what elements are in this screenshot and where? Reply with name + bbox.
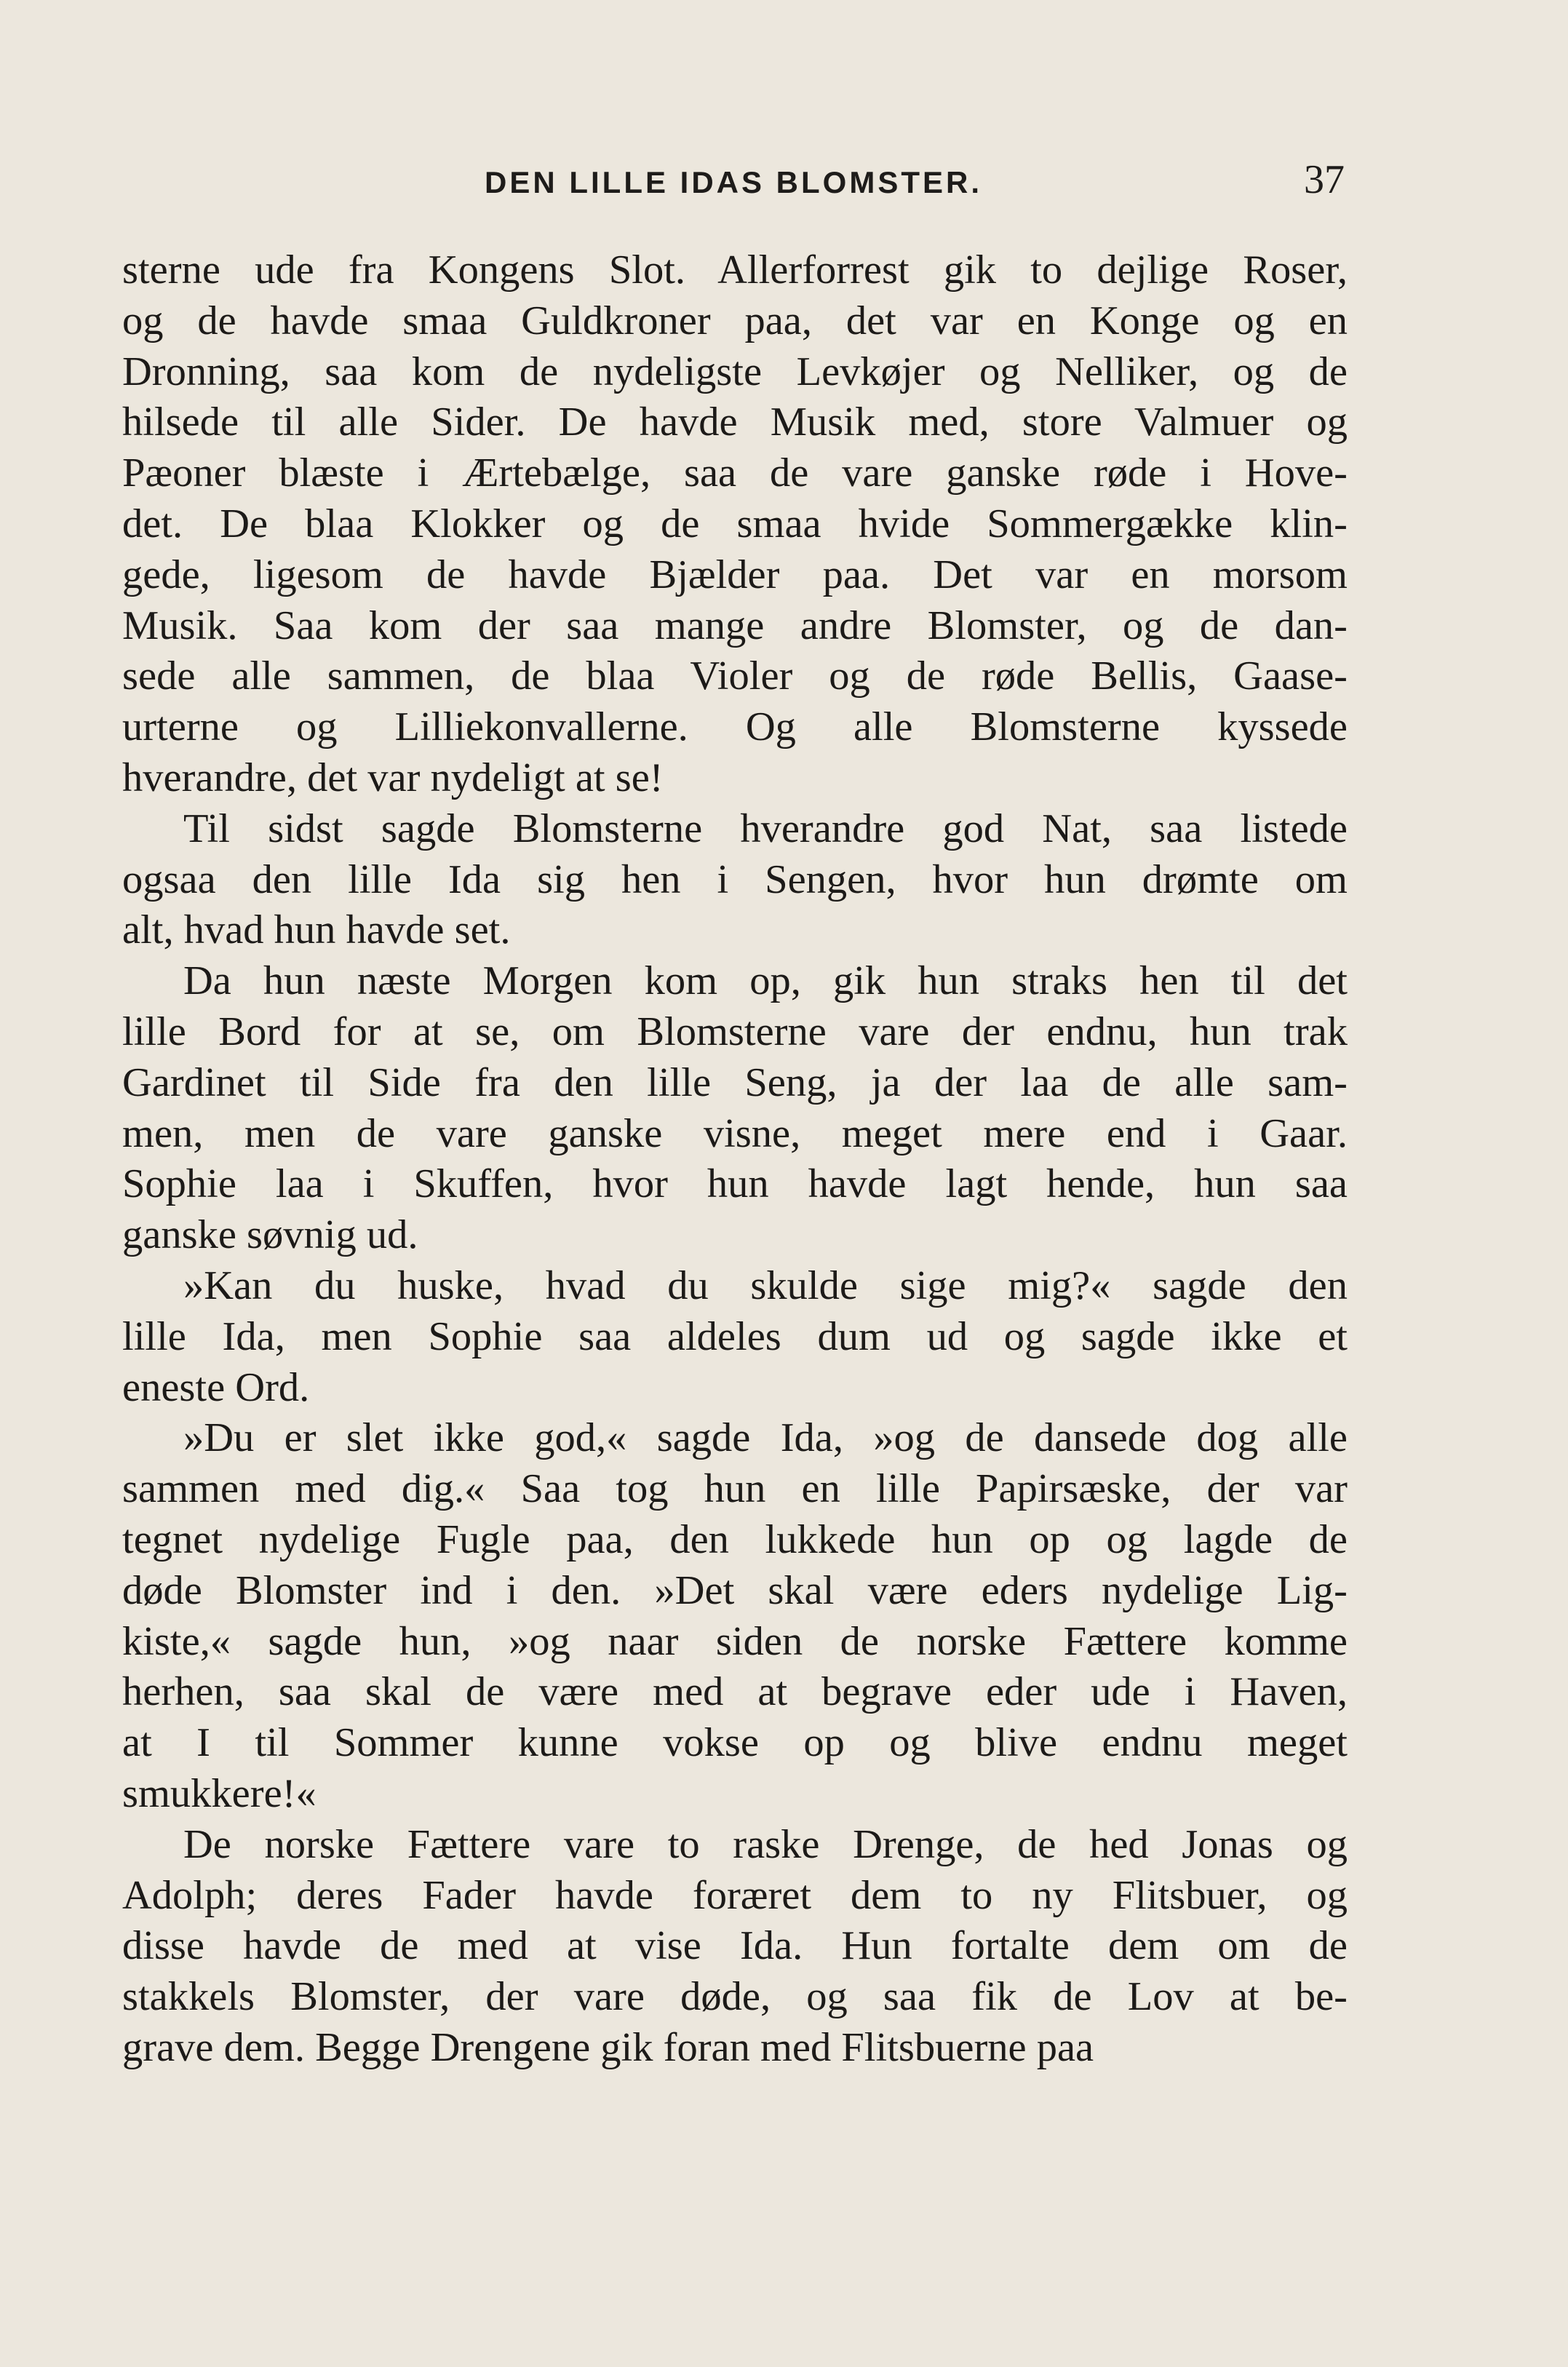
text-line: sammen med dig.« Saa tog hun en lille Papirsæske, der var <box>122 1466 1348 1512</box>
paragraph <box>122 804 1348 956</box>
text-line: eneste Ord. <box>122 1364 310 1410</box>
text-line: sede alle sammen, de blaa Violer og de røde Bellis, Gaase- <box>122 653 1348 699</box>
text-line: hverandre, det var nydeligt at se! <box>122 755 664 800</box>
text-line: alt, hvad hun havde set. <box>122 907 511 953</box>
page-header <box>122 156 1345 207</box>
text-line: ganske søvnig ud. <box>122 1212 418 1258</box>
text-line: smukkere!« <box>122 1770 317 1816</box>
text-line: lille Bord for at se, om Blomsterne vare der endnu, hun trak <box>122 1009 1348 1054</box>
text-line: »Kan du huske, hvad du skulde sige mig?« sagde den <box>183 1262 1348 1308</box>
running-title: DEN LILLE IDAS BLOMSTER. <box>485 165 982 199</box>
text-body <box>122 245 1348 2074</box>
text-line: grave dem. Begge Drengene gik foran med Flitsbuerne paa <box>122 2024 1094 2070</box>
text-line: Musik. Saa kom der saa mange andre Blomster, og de dan- <box>122 602 1348 648</box>
text-line: disse havde de med at vise Ida. Hun fortalte dem om de <box>122 1923 1348 1969</box>
text-line: Sophie laa i Skuffen, hvor hun havde lagt hende, hun saa <box>122 1161 1348 1207</box>
text-line: tegnet nydelige Fugle paa, den lukkede hun op og lagde de <box>122 1516 1348 1562</box>
text-line: Da hun næste Morgen kom op, gik hun straks hen til det <box>183 958 1348 1004</box>
text-line: Dronning, saa kom de nydeligste Levkøjer og Nelliker, og de <box>122 349 1348 394</box>
text-line: gede, ligesom de havde Bjælder paa. Det var en morsom <box>122 552 1348 597</box>
text-line: men, men de vare ganske visne, meget mere end i Gaar. <box>122 1110 1348 1156</box>
text-line: herhen, saa skal de være med at begrave eder ude i Haven, <box>122 1669 1348 1715</box>
text-line: hilsede til alle Sider. De havde Musik med, store Valmuer og <box>122 399 1348 445</box>
paragraph <box>122 956 1348 1261</box>
paragraph <box>122 1820 1348 2074</box>
text-line: kiste,« sagde hun, »og naar siden de norske Fættere komme <box>122 1618 1348 1664</box>
text-line: det. De blaa Klokker og de smaa hvide Sommergække klin- <box>122 501 1348 546</box>
text-line: at I til Sommer kunne vokse op og blive endnu meget <box>122 1720 1348 1766</box>
text-line: Gardinet til Side fra den lille Seng, ja der laa de alle sam- <box>122 1059 1348 1105</box>
page-number: 37 <box>1304 157 1345 202</box>
text-line: De norske Fættere vare to raske Drenge, de hed Jonas og <box>183 1821 1348 1867</box>
paragraph <box>122 1413 1348 1819</box>
paragraph <box>122 1261 1348 1413</box>
text-line: »Du er slet ikke god,« sagde Ida, »og de dansede dog alle <box>183 1415 1348 1461</box>
paragraph <box>122 245 1348 804</box>
text-line: urterne og Lilliekonvallerne. Og alle Blomsterne kyssede <box>122 704 1348 750</box>
text-line: og de havde smaa Guldkroner paa, det var en Konge og en <box>122 298 1348 343</box>
text-line: Pæoner blæste i Ærtebælge, saa de vare ganske røde i Hove- <box>122 450 1348 496</box>
text-line: lille Ida, men Sophie saa aldeles dum ud og sagde ikke et <box>122 1313 1348 1359</box>
text-line: stakkels Blomster, der vare døde, og saa fik de Lov at be- <box>122 1974 1348 2020</box>
text-line: ogsaa den lille Ida sig hen i Sengen, hvor hun drømte om <box>122 856 1348 902</box>
text-line: Til sidst sagde Blomsterne hverandre god Nat, saa listede <box>183 805 1348 851</box>
text-line: døde Blomster ind i den. »Det skal være eders nydelige Lig- <box>122 1567 1348 1613</box>
text-line: sterne ude fra Kongens Slot. Allerforrest gik to dejlige Roser, <box>122 247 1348 293</box>
text-line: Adolph; deres Fader havde foræret dem to ny Flitsbuer, og <box>122 1872 1348 1918</box>
